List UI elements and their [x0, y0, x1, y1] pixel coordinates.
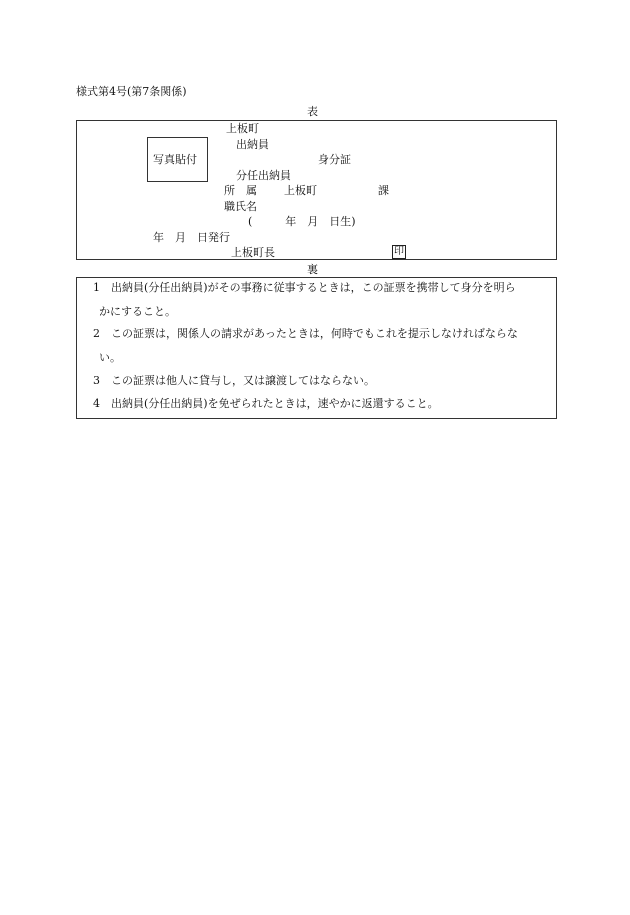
mayor-title: 上板町長	[231, 246, 275, 259]
note-line: 1 出納員(分任出納員)がその事務に従事するときは，この証票を携帯して身分を明ら	[93, 281, 516, 294]
department-suffix: 課	[378, 184, 389, 197]
note-line: 2 この証票は，関係人の請求があったときは，何時でもこれを提示しなければならな	[93, 327, 518, 340]
note-line: い。	[99, 351, 121, 364]
affiliation-town: 上板町	[284, 184, 317, 197]
town-name: 上板町	[226, 122, 259, 135]
note-line: 4 出納員(分任出納員)を免ぜられたときは，速やかに返還すること。	[93, 397, 439, 410]
role-treasurer: 出納員	[236, 138, 269, 151]
seal-mark: 印	[394, 246, 404, 257]
id-title: 身分証	[318, 153, 351, 166]
back-heading: 裏	[307, 263, 318, 276]
name-label: 職氏名	[224, 200, 257, 213]
front-heading: 表	[307, 105, 318, 118]
note-line: 3 この証票は他人に貸与し，又は譲渡してはならない。	[93, 374, 375, 387]
photo-label: 写真貼付	[153, 153, 197, 166]
birth-date-line: ( 年 月 日生)	[248, 215, 356, 228]
issue-date: 年 月 日発行	[153, 231, 230, 244]
role-deputy: 分任出納員	[236, 169, 291, 182]
note-line: かにすること。	[99, 305, 176, 318]
form-number: 様式第4号(第7条関係)	[76, 85, 187, 98]
affiliation-label: 所 属	[224, 184, 257, 197]
